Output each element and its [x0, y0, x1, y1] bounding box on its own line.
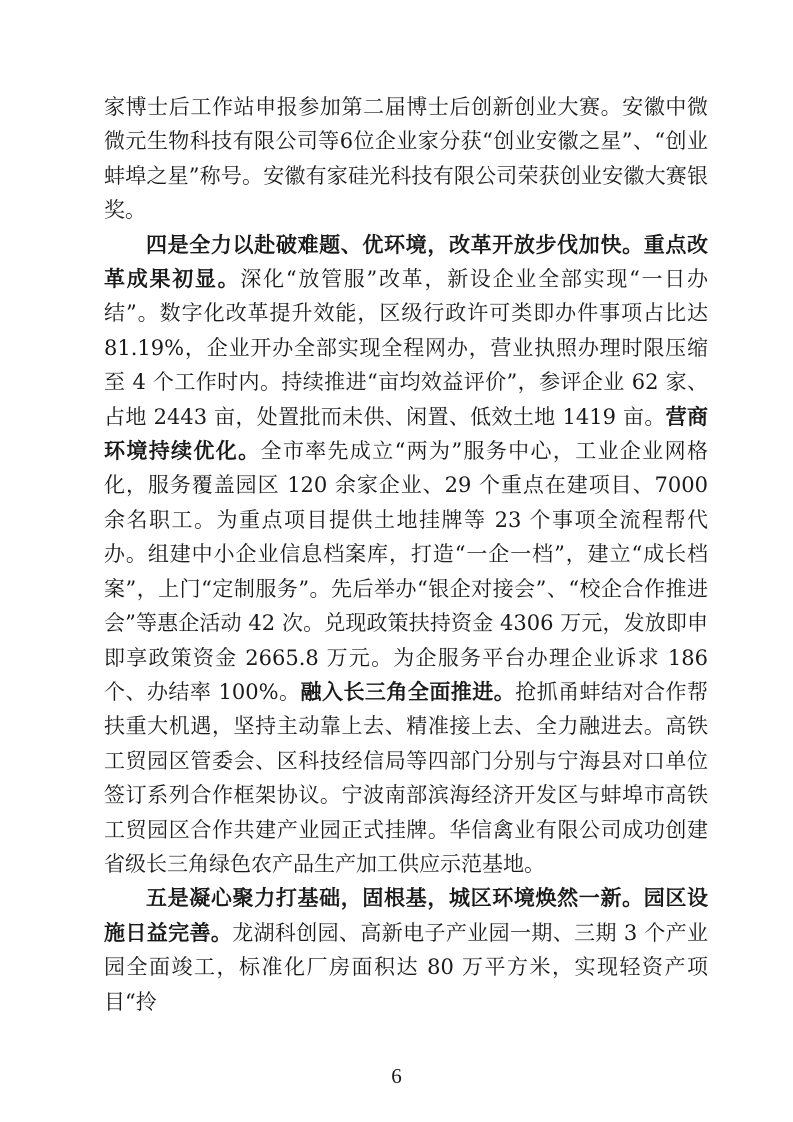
subheading-yangtze-delta: 融入长三角全面推进。 — [300, 678, 516, 704]
paragraph-continuation — [104, 90, 708, 228]
paragraph-text: 龙湖科创园、高新电子产业园一期、三期 3 个产业园全面竣工，标准化厂房面积达 80 万平方米，实现轻资产项目“拎 — [104, 920, 708, 1014]
paragraph-infrastructure — [104, 881, 708, 1019]
paragraph-reform-opening — [104, 228, 708, 882]
section-heading-five: 五是凝心聚力打基础，固根基，城区环境焕然一新。园区设施日益完善。 — [104, 885, 708, 945]
paragraph-text: 深化“放管服”改革，新设企业全部实现“一日办结”。数字化改革提升效能，区级行政许可类即办件事项占比达 81.19%，企业开办全部实现全程网办，营业执照办理时限压缩至 4 个工作时内。持续推进“亩均效益评价”，参评企业 62 家、占地 2443 亩，处置批而未供、闲置、低效土地 1419 亩。 — [104, 267, 708, 429]
page-number: 6 — [391, 1064, 402, 1088]
paragraph-text: 抢抓甬蚌结对合作帮扶重大机遇，坚持主动靠上去、精准接上去、全力融进去。高铁工贸园区管委会、区科技经信局等四部门分别与宁海县对口单位签订系列合作框架协议。宁波南部滨海经济开发区与蚌埠市高铁工贸园区合作共建产业园正式挂牌。华信禽业有限公司成功创建省级长三角绿色农产品生产加工供应示范基地。 — [104, 679, 709, 876]
paragraph-text: 全市率先成立“两为”服务中心，工业企业网格化，服务覆盖园区 120 余家企业、29 个重点在建项目、7000 余名职工。为重点项目提供土地挂牌等 23 个事项全流程帮代办。组建中小企业信息档案库，打造“一企一档”，建立“成长档案”，上门“定制服务”。先后举办“银企对接会”、“校企合作推进会”等惠企活动 42 次。兑现政策扶持资金 4306 万元，发放即申即享政策资金 2665.8 万元。为企服务平台办理企业诉求 186 个、办结率 100%。 — [104, 439, 708, 704]
document-body — [104, 90, 708, 1019]
paragraph-text: 家博士后工作站申报参加第二届博士后创新创业大赛。安徽中微微元生物科技有限公司等6位企业家分获“创业安徽之星”、“创业蚌埠之星”称号。安徽有家硅光科技有限公司荣获创业安徽大赛银奖。 — [104, 95, 708, 223]
section-heading-four: 四是全力以赴破难题、优环境，改革开放步伐加快。重点改革成果初显。 — [104, 231, 708, 292]
subheading-business-environment: 营商环境持续优化。 — [104, 403, 708, 464]
